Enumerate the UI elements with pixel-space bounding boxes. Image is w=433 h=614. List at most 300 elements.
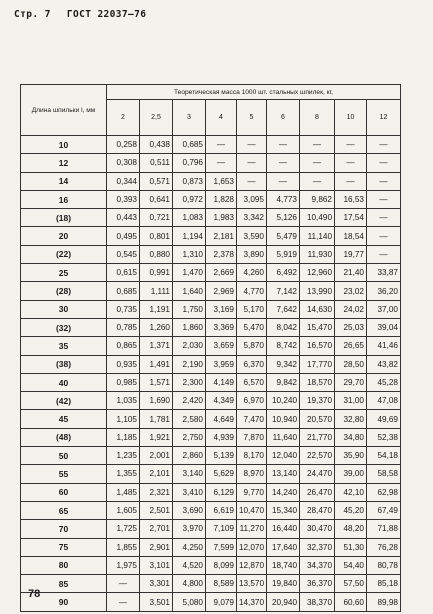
mass-cell: 57,50 [335, 575, 367, 593]
mass-cell: 24,02 [335, 300, 367, 318]
mass-cell: 3,410 [173, 483, 206, 501]
table-row [21, 520, 401, 538]
length-cell: 55 [21, 465, 107, 483]
mass-cell: 8,170 [237, 447, 267, 465]
mass-cell: 45,20 [335, 501, 367, 519]
mass-cell: 76,28 [367, 538, 401, 556]
mass-cell: 18,570 [300, 373, 335, 391]
mass-cell: 17,770 [300, 355, 335, 373]
table-row [21, 593, 401, 611]
mass-cell: 2,860 [173, 447, 206, 465]
diameter-header: 12 [367, 100, 401, 136]
length-cell: 20 [21, 227, 107, 245]
mass-cell: 4,250 [173, 538, 206, 556]
mass-cell: — [206, 154, 237, 172]
mass-cell: 0,545 [107, 245, 140, 263]
mass-cell: — [367, 190, 401, 208]
mass-cell: 7,109 [206, 520, 237, 538]
mass-cell: 0,801 [140, 227, 173, 245]
mass-cell: 39,00 [335, 465, 367, 483]
mass-cell: 89,98 [367, 593, 401, 611]
mass-cell: 85,18 [367, 575, 401, 593]
mass-cell: 37,00 [367, 300, 401, 318]
mass-cell: 1,653 [206, 172, 237, 190]
mass-cell: 8,099 [206, 556, 237, 574]
mass-cell: 26,65 [335, 337, 367, 355]
mass-cell: — [206, 136, 237, 154]
mass-cell: 32,80 [335, 410, 367, 428]
mass-cell: 1,235 [107, 447, 140, 465]
length-cell: 10 [21, 136, 107, 154]
mass-cell: 16,570 [300, 337, 335, 355]
table-row [21, 373, 401, 391]
table-row [21, 392, 401, 410]
mass-cell: — [107, 575, 140, 593]
mass-cell: — [367, 209, 401, 227]
mass-cell: 0,721 [140, 209, 173, 227]
table-row [21, 575, 401, 593]
mass-cell: 34,80 [335, 428, 367, 446]
mass-cell: 4,149 [206, 373, 237, 391]
mass-cell: 4,773 [267, 190, 300, 208]
mass-cell: — [367, 154, 401, 172]
mass-cell: 26,470 [300, 483, 335, 501]
mass-cell: 4,649 [206, 410, 237, 428]
mass-cell: 1,260 [140, 318, 173, 336]
mass-cell: 42,10 [335, 483, 367, 501]
mass-cell: 33,87 [367, 264, 401, 282]
mass-cell: 0,785 [107, 318, 140, 336]
mass-cell: 3,101 [140, 556, 173, 574]
mass-cell: 5,170 [237, 300, 267, 318]
mass-cell: 3,140 [173, 465, 206, 483]
mass-cell: 80,78 [367, 556, 401, 574]
mass-cell: 0,796 [173, 154, 206, 172]
length-cell: 85 [21, 575, 107, 593]
mass-cell: 7,470 [237, 410, 267, 428]
mass-cell: 1,083 [173, 209, 206, 227]
mass-cell: 35,90 [335, 447, 367, 465]
mass-cell: 10,470 [237, 501, 267, 519]
length-cell: 30 [21, 300, 107, 318]
mass-cell: 25,03 [335, 318, 367, 336]
mass-cell: 6,370 [237, 355, 267, 373]
mass-cell: 1,975 [107, 556, 140, 574]
mass-cell: 2,300 [173, 373, 206, 391]
mass-cell: 3,501 [140, 593, 173, 611]
page-label: Стр. 7 [14, 9, 51, 20]
length-cell: 12 [21, 154, 107, 172]
mass-cell: 3,095 [237, 190, 267, 208]
mass-cell: — [367, 172, 401, 190]
mass-cell: — [267, 172, 300, 190]
mass-cell: 2,901 [140, 538, 173, 556]
mass-cell: 14,240 [267, 483, 300, 501]
mass-cell: 1,983 [206, 209, 237, 227]
length-cell: 75 [21, 538, 107, 556]
mass-cell: 9,770 [237, 483, 267, 501]
mass-cell: 8,042 [267, 318, 300, 336]
mass-cell: 10,940 [267, 410, 300, 428]
length-cell: 40 [21, 373, 107, 391]
mass-cell: 41,46 [367, 337, 401, 355]
mass-cell: 60,60 [335, 593, 367, 611]
mass-cell: 14,630 [300, 300, 335, 318]
table-row [21, 172, 401, 190]
mass-cell: 7,870 [237, 428, 267, 446]
mass-cell: 1,035 [107, 392, 140, 410]
mass-cell: 20,570 [300, 410, 335, 428]
mass-cell: 1,828 [206, 190, 237, 208]
mass-cell: 0,972 [173, 190, 206, 208]
mass-cell: 0,615 [107, 264, 140, 282]
table-row [21, 501, 401, 519]
mass-cell: 2,181 [206, 227, 237, 245]
length-cell: (38) [21, 355, 107, 373]
mass-cell: 36,370 [300, 575, 335, 593]
mass-cell: 1,194 [173, 227, 206, 245]
mass-cell: 0,443 [107, 209, 140, 227]
mass-cell: 13,140 [267, 465, 300, 483]
mass-cell: 17,640 [267, 538, 300, 556]
mass-cell: 1,855 [107, 538, 140, 556]
table-row [21, 154, 401, 172]
mass-cell: 0,344 [107, 172, 140, 190]
mass-cell: 54,18 [367, 447, 401, 465]
mass-cell: 0,258 [107, 136, 140, 154]
mass-cell: 5,629 [206, 465, 237, 483]
mass-cell: 9,862 [300, 190, 335, 208]
table-row [21, 428, 401, 446]
mass-cell: 39,04 [367, 318, 401, 336]
mass-cell: 8,589 [206, 575, 237, 593]
mass-cell: 2,321 [140, 483, 173, 501]
mass-cell: 12,870 [237, 556, 267, 574]
mass-cell: 38,370 [300, 593, 335, 611]
length-cell: 14 [21, 172, 107, 190]
mass-cell: 54,40 [335, 556, 367, 574]
length-cell: (22) [21, 245, 107, 263]
mass-cell: 51,30 [335, 538, 367, 556]
table-row [21, 465, 401, 483]
mass-cell: — [267, 136, 300, 154]
mass-cell: 7,142 [267, 282, 300, 300]
length-cell: (32) [21, 318, 107, 336]
mass-cell: 1,725 [107, 520, 140, 538]
mass-cell: 2,969 [206, 282, 237, 300]
mass-cell: 5,479 [267, 227, 300, 245]
mass-cell: 15,340 [267, 501, 300, 519]
mass-cell: 13,570 [237, 575, 267, 593]
mass-cell: 3,890 [237, 245, 267, 263]
mass-cell: 1,105 [107, 410, 140, 428]
mass-cell: 5,470 [237, 318, 267, 336]
diameter-header: 4 [206, 100, 237, 136]
table-row [21, 410, 401, 428]
mass-cell: 1,605 [107, 501, 140, 519]
mass-cell: 19,370 [300, 392, 335, 410]
mass-cell: 0,873 [173, 172, 206, 190]
length-cell: (18) [21, 209, 107, 227]
mass-cell: 10,490 [300, 209, 335, 227]
mass-cell: 28,470 [300, 501, 335, 519]
mass-cell: 71,88 [367, 520, 401, 538]
mass-cell: 0,991 [140, 264, 173, 282]
diameter-header: 5 [237, 100, 267, 136]
length-cell: 16 [21, 190, 107, 208]
mass-cell: 11,140 [300, 227, 335, 245]
mass-cell: 3,590 [237, 227, 267, 245]
mass-cell: — [367, 136, 401, 154]
length-column-header: Длина шпильки l, мм [21, 85, 107, 136]
mass-cell: 0,735 [107, 300, 140, 318]
mass-cell: 32,370 [300, 538, 335, 556]
diameter-header: 2,5 [140, 100, 173, 136]
mass-cell: 1,191 [140, 300, 173, 318]
mass-cell: 36,20 [367, 282, 401, 300]
mass-cell: 49,69 [367, 410, 401, 428]
length-cell: 80 [21, 556, 107, 574]
mass-cell: 2,750 [173, 428, 206, 446]
mass-cell: 1,750 [173, 300, 206, 318]
mass-cell: 1,371 [140, 337, 173, 355]
length-cell: 60 [21, 483, 107, 501]
table-row [21, 245, 401, 263]
mass-cell: 2,190 [173, 355, 206, 373]
diameter-header: 3 [173, 100, 206, 136]
diameter-header: 2 [107, 100, 140, 136]
mass-cell: 1,310 [173, 245, 206, 263]
mass-cell: 31,00 [335, 392, 367, 410]
mass-cell: 7,599 [206, 538, 237, 556]
diameter-header: 8 [300, 100, 335, 136]
mass-cell: — [237, 136, 267, 154]
mass-cell: 12,070 [237, 538, 267, 556]
mass-cell: 4,800 [173, 575, 206, 593]
mass-cell: 4,770 [237, 282, 267, 300]
table-row [21, 483, 401, 501]
mass-cell: 3,959 [206, 355, 237, 373]
mass-cell: 43,82 [367, 355, 401, 373]
mass-cell: 4,260 [237, 264, 267, 282]
mass-cell: — [367, 227, 401, 245]
table-row [21, 538, 401, 556]
mass-cell: 0,685 [173, 136, 206, 154]
mass-cell: 20,940 [267, 593, 300, 611]
mass-cell: — [367, 245, 401, 263]
table-row [21, 447, 401, 465]
mass-cell: 1,640 [173, 282, 206, 300]
diameter-header: 6 [267, 100, 300, 136]
mass-cell: 3,301 [140, 575, 173, 593]
mass-cell: — [107, 593, 140, 611]
mass-cell: 2,001 [140, 447, 173, 465]
mass-cell: 13,990 [300, 282, 335, 300]
mass-cell: 8,970 [237, 465, 267, 483]
mass-cell: 9,342 [267, 355, 300, 373]
mass-cell: 2,701 [140, 520, 173, 538]
standard-code: ГОСТ 22037—76 [66, 9, 147, 20]
mass-cell: 7,642 [267, 300, 300, 318]
mass-cell: — [300, 172, 335, 190]
table-row [21, 318, 401, 336]
table-body [21, 136, 401, 612]
mass-cell: 47,08 [367, 392, 401, 410]
mass-cell: 1,355 [107, 465, 140, 483]
mass-cell: 1,485 [107, 483, 140, 501]
mass-cell: 4,349 [206, 392, 237, 410]
mass-cell: 1,491 [140, 355, 173, 373]
mass-cell: 3,169 [206, 300, 237, 318]
table-row [21, 300, 401, 318]
mass-cell: 12,960 [300, 264, 335, 282]
mass-cell: 21,40 [335, 264, 367, 282]
mass-cell: — [335, 136, 367, 154]
table-row [21, 337, 401, 355]
mass-cell: 0,880 [140, 245, 173, 263]
mass-cell: 48,20 [335, 520, 367, 538]
table-row [21, 556, 401, 574]
mass-cell: 9,079 [206, 593, 237, 611]
mass-cell: 3,690 [173, 501, 206, 519]
length-cell: 70 [21, 520, 107, 538]
mass-cell: 18,740 [267, 556, 300, 574]
mass-cell: 45,28 [367, 373, 401, 391]
mass-cell: 15,470 [300, 318, 335, 336]
mass-cell: 9,842 [267, 373, 300, 391]
mass-table [20, 84, 401, 612]
table-row [21, 264, 401, 282]
mass-cell: 2,030 [173, 337, 206, 355]
mass-cell: 0,685 [107, 282, 140, 300]
mass-cell: 0,308 [107, 154, 140, 172]
mass-cell: — [237, 172, 267, 190]
table-row [21, 227, 401, 245]
length-cell: 35 [21, 337, 107, 355]
length-cell: 65 [21, 501, 107, 519]
mass-cell: 4,520 [173, 556, 206, 574]
mass-cell: — [267, 154, 300, 172]
mass-cell: 0,985 [107, 373, 140, 391]
table-row [21, 355, 401, 373]
mass-cell: 2,378 [206, 245, 237, 263]
mass-cell: 23,02 [335, 282, 367, 300]
mass-cell: 28,50 [335, 355, 367, 373]
mass-cell: 30,470 [300, 520, 335, 538]
mass-cell: 18,54 [335, 227, 367, 245]
mass-cell: 2,580 [173, 410, 206, 428]
length-cell: 50 [21, 447, 107, 465]
mass-cell: — [335, 172, 367, 190]
mass-cell: 11,930 [300, 245, 335, 263]
mass-cell: 62,98 [367, 483, 401, 501]
mass-cell: 29,70 [335, 373, 367, 391]
mass-cell: 0,865 [107, 337, 140, 355]
mass-cell: 2,101 [140, 465, 173, 483]
mass-cell: 34,370 [300, 556, 335, 574]
mass-cell: 5,126 [267, 209, 300, 227]
page-header [14, 9, 156, 20]
table-row [21, 190, 401, 208]
table-row [21, 136, 401, 154]
mass-cell: 10,240 [267, 392, 300, 410]
mass-cell: 16,440 [267, 520, 300, 538]
mass-cell: 1,921 [140, 428, 173, 446]
mass-column-header: Теоретическая масса 1000 шт. стальных шпилек, кг, [107, 85, 401, 100]
mass-cell: 0,935 [107, 355, 140, 373]
mass-cell: 6,129 [206, 483, 237, 501]
mass-cell: 6,619 [206, 501, 237, 519]
mass-cell: 58,58 [367, 465, 401, 483]
mass-cell: 0,393 [107, 190, 140, 208]
mass-cell: 67,49 [367, 501, 401, 519]
mass-cell: 3,369 [206, 318, 237, 336]
length-cell: 45 [21, 410, 107, 428]
mass-cell: 22,570 [300, 447, 335, 465]
mass-cell: — [237, 154, 267, 172]
mass-cell: 12,040 [267, 447, 300, 465]
mass-cell: 19,77 [335, 245, 367, 263]
length-cell: (42) [21, 392, 107, 410]
diameter-header: 10 [335, 100, 367, 136]
mass-cell: 4,939 [206, 428, 237, 446]
mass-cell: 3,342 [237, 209, 267, 227]
mass-cell: 0,495 [107, 227, 140, 245]
mass-cell: 1,860 [173, 318, 206, 336]
mass-cell: 1,781 [140, 410, 173, 428]
mass-cell: 21,770 [300, 428, 335, 446]
length-cell: 25 [21, 264, 107, 282]
page-number: 78 [28, 588, 41, 600]
length-cell: (48) [21, 428, 107, 446]
mass-cell: 5,139 [206, 447, 237, 465]
length-cell: (28) [21, 282, 107, 300]
mass-cell: 0,571 [140, 172, 173, 190]
mass-cell: 52,38 [367, 428, 401, 446]
mass-cell: 1,571 [140, 373, 173, 391]
mass-cell: 8,742 [267, 337, 300, 355]
mass-cell: 6,492 [267, 264, 300, 282]
mass-cell: 1,185 [107, 428, 140, 446]
mass-cell: — [335, 154, 367, 172]
mass-cell: 6,970 [237, 392, 267, 410]
length-cell: 90 [21, 593, 107, 611]
mass-cell: — [300, 136, 335, 154]
mass-cell: 11,640 [267, 428, 300, 446]
mass-cell: 2,420 [173, 392, 206, 410]
mass-cell: 0,511 [140, 154, 173, 172]
mass-cell: 5,080 [173, 593, 206, 611]
mass-cell: 1,111 [140, 282, 173, 300]
mass-cell: 1,690 [140, 392, 173, 410]
mass-cell: 3,659 [206, 337, 237, 355]
mass-cell: 0,438 [140, 136, 173, 154]
mass-cell: 24,470 [300, 465, 335, 483]
mass-cell: 6,570 [237, 373, 267, 391]
mass-cell: 0,641 [140, 190, 173, 208]
mass-cell: 2,501 [140, 501, 173, 519]
table-row [21, 209, 401, 227]
mass-cell: 16,53 [335, 190, 367, 208]
mass-cell: 14,370 [237, 593, 267, 611]
mass-cell: 2,669 [206, 264, 237, 282]
mass-cell: 17,54 [335, 209, 367, 227]
mass-cell: — [300, 154, 335, 172]
mass-cell: 1,470 [173, 264, 206, 282]
mass-cell: 3,970 [173, 520, 206, 538]
mass-cell: 11,270 [237, 520, 267, 538]
mass-cell: 5,870 [237, 337, 267, 355]
